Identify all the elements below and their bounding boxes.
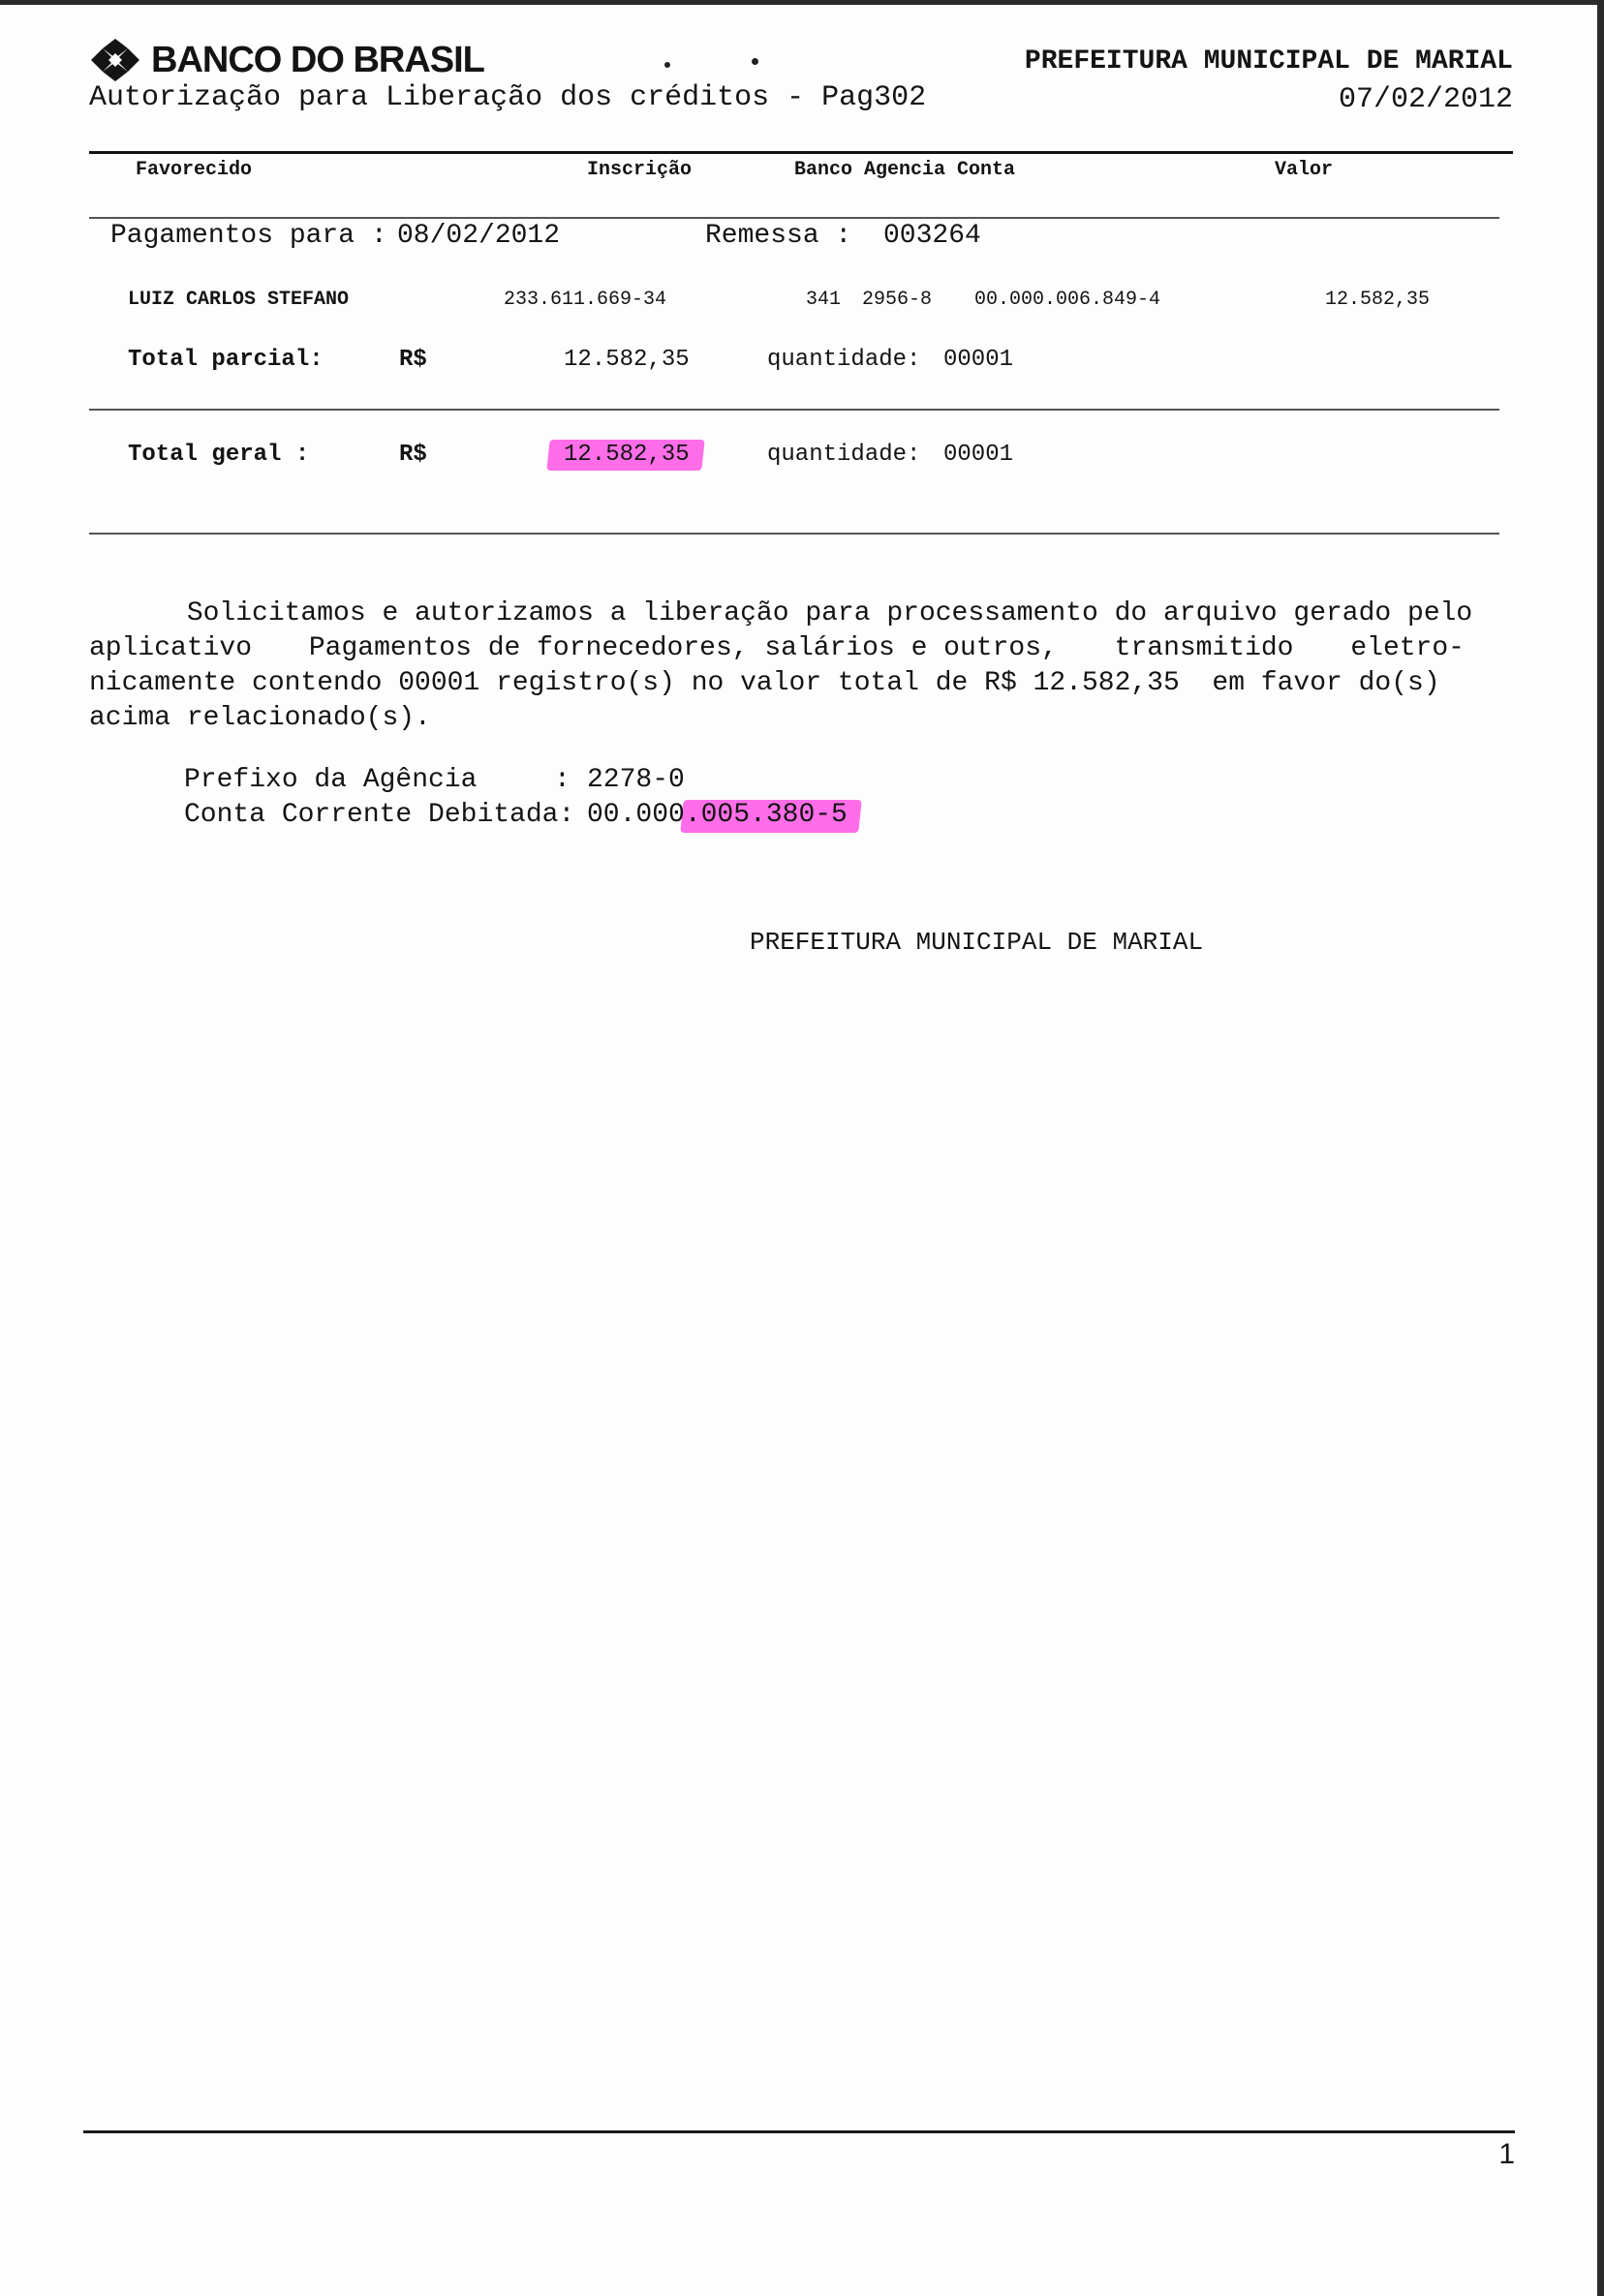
paragraph-line: nicamente contendo 00001 registro(s) no valor total de R$ 12.582,35 em favor do(s) xyxy=(89,668,1440,698)
payments-date: 08/02/2012 xyxy=(397,221,561,251)
paragraph-line: acima relacionado(s). xyxy=(89,703,431,733)
totals-rule xyxy=(89,533,1499,535)
remessa-number: 003264 xyxy=(883,221,981,251)
header-rule xyxy=(89,151,1513,154)
subtotal-rule xyxy=(89,409,1499,411)
subtotal-qty: 00001 xyxy=(943,347,1014,373)
paragraph-word: eletro- xyxy=(1350,633,1465,663)
scan-speck xyxy=(664,62,670,68)
bank-name: BANCO DO BRASIL xyxy=(151,39,484,80)
col-banco-agencia-conta: Banco Agencia Conta xyxy=(794,159,1016,181)
col-valor: Valor xyxy=(1275,159,1334,181)
subtotal-label: Total parcial: xyxy=(128,347,324,373)
row-valor: 12.582,35 xyxy=(1324,289,1430,311)
grand-total-label: Total geral : xyxy=(128,442,310,468)
remessa-label: Remessa : xyxy=(705,221,852,251)
scan-border-right xyxy=(1597,0,1604,2296)
paragraph-word: aplicativo xyxy=(89,633,253,663)
agency-prefix-sep: : xyxy=(554,765,571,795)
row-favorecido: LUIZ CARLOS STEFANO xyxy=(128,289,350,311)
row-agencia: 2956-8 xyxy=(862,289,933,311)
row-banco: 341 xyxy=(806,289,842,311)
page-number: 1 xyxy=(1498,2138,1515,2170)
grand-total-qty-label: quantidade: xyxy=(767,442,921,468)
col-inscricao: Inscrição xyxy=(587,159,693,181)
account-value xyxy=(587,800,848,830)
scan-border-top xyxy=(0,0,1604,5)
footer-rule xyxy=(83,2130,1515,2133)
subtotal-value: 12.582,35 xyxy=(564,347,690,373)
signature-prefeitura: PREFEITURA MUNICIPAL DE MARIAL xyxy=(750,928,1204,957)
paragraph-word: transmitido xyxy=(1114,633,1294,663)
row-conta: 00.000.006.849-4 xyxy=(974,289,1161,311)
subtotal-currency: R$ xyxy=(399,347,427,373)
account-value-end: .005.380-5 xyxy=(684,800,848,830)
grand-total-value: 12.582,35 xyxy=(564,442,690,468)
bank-logo xyxy=(89,39,484,81)
agency-prefix-label: Prefixo da Agência xyxy=(184,765,478,795)
subtotal-qty-label: quantidade: xyxy=(767,347,921,373)
payments-label: Pagamentos para : xyxy=(110,221,387,251)
columns-rule xyxy=(89,217,1499,219)
authorization-paragraph xyxy=(89,597,1473,736)
prefeitura-header: PREFEITURA MUNICIPAL DE MARIAL xyxy=(1024,46,1513,77)
paragraph-word: Pagamentos de fornecedores, salários e outros, xyxy=(308,633,1058,663)
row-inscricao: 233.611.669-34 xyxy=(504,289,667,311)
col-favorecido: Favorecido xyxy=(136,159,253,181)
account-label: Conta Corrente Debitada: xyxy=(184,800,575,830)
paragraph-line: Solicitamos e autorizamos a liberação para processamento do arquivo gerado pelo xyxy=(89,598,1473,628)
document-date: 07/02/2012 xyxy=(1338,83,1513,116)
grand-total-currency: R$ xyxy=(399,442,427,468)
banco-do-brasil-logo-icon xyxy=(89,39,141,81)
agency-prefix-value: 2278-0 xyxy=(587,765,685,795)
scan-speck xyxy=(752,58,758,65)
grand-total-qty: 00001 xyxy=(943,442,1014,468)
document-title: Autorização para Liberação dos créditos - Pag302 xyxy=(89,81,927,114)
account-value-start: 00.000 xyxy=(587,800,685,830)
paragraph-line xyxy=(89,631,1465,666)
